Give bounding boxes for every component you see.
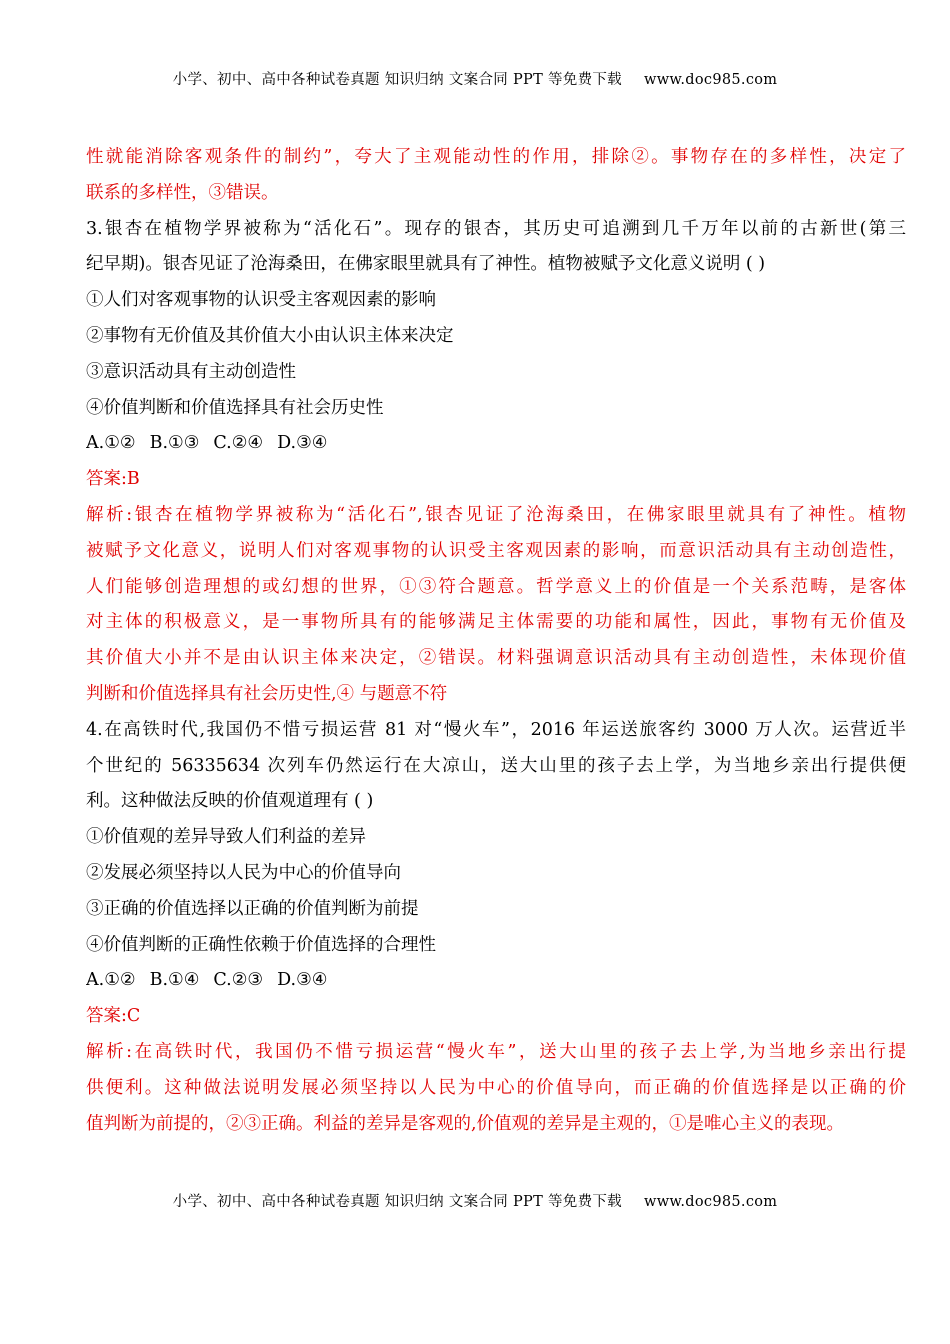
q4-statement: ③正确的价值选择以正确的价值判断为前提 xyxy=(86,898,419,919)
q4-stem-line: 个世纪的 56335634 次列车仍然运行在大凉山，送大山里的孩子去上学，为当地乡亲出行提供便 xyxy=(86,755,906,776)
q3-option-c: C.②④ xyxy=(213,433,264,454)
q4-options xyxy=(86,963,906,999)
q4-statement: ②发展必须坚持以人民为中心的价值导向 xyxy=(86,862,401,883)
prev-analysis-line: 性就能消除客观条件的制约”，夸大了主观能动性的作用，排除②。事物存在的多样性，决定了 xyxy=(86,147,906,167)
q4-option-b: B.①④ xyxy=(149,970,200,991)
footer-text: 小学、初中、高中各种试卷真题 知识归纳 文案合同 PPT 等免费下载 xyxy=(172,1194,622,1210)
q3-analysis-line: 解析:银杏在植物学界被称为“活化石”,银杏见证了沧海桑田，在佛家眼里就具有了神性。植物 xyxy=(86,504,906,525)
q3-analysis-line: 对主体的积极意义，是一事物所具有的能够满足主体需要的功能和属性，因此，事物有无价值及 xyxy=(86,612,906,633)
q3-statement: ①人们对客观事物的认识受主客观因素的影响 xyxy=(86,290,436,311)
footer-site[interactable]: www.doc985.com xyxy=(643,1194,778,1210)
q4-option-d: D.③④ xyxy=(277,970,328,991)
q3-statement: ②事物有无价值及其价值大小由认识主体来决定 xyxy=(86,325,454,346)
q4-statement: ①价值观的差异导致人们利益的差异 xyxy=(86,827,366,848)
prev-analysis-line: 联系的多样性，③错误。 xyxy=(86,182,279,203)
q3-statement: ④价值判断和价值选择具有社会历史性 xyxy=(86,397,384,418)
page-footer xyxy=(0,1190,950,1211)
q3-analysis-line: 被赋予文化意义，说明人们对客观事物的认识受主客观因素的影响，而意识活动具有主动创造性， xyxy=(86,540,906,561)
q4-analysis-line: 解析:在高铁时代，我国仍不惜亏损运营“慢火车”，送大山里的孩子去上学,为当地乡亲出行提 xyxy=(86,1041,906,1062)
q3-answer: 答案:B xyxy=(86,469,140,490)
q4-stem-line: 4.在高铁时代,我国仍不惜亏损运营 81 对“慢火车”，2016 年运送旅客约 3000 万人次。运营近半 xyxy=(86,719,906,740)
q3-stem-line: 3.银杏在植物学界被称为“活化石”。现存的银杏，其历史可追溯到几千万年以前的古新世(第三 xyxy=(86,218,906,239)
q4-analysis-line: 值判断为前提的，②③正确。利益的差异是客观的,价值观的差异是主观的，①是唯心主义的表现。 xyxy=(86,1113,845,1134)
q4-stem-line: 利。这种做法反映的价值观道理有 ( ) xyxy=(86,791,374,812)
q4-statement: ④价值判断的正确性依赖于价值选择的合理性 xyxy=(86,934,436,955)
q3-statement: ③意识活动具有主动创造性 xyxy=(86,361,296,382)
q4-answer: 答案:C xyxy=(86,1006,141,1027)
q3-analysis-line: 人们能够创造理想的或幻想的世界，①③符合题意。哲学意义上的价值是一个关系范畴，是客体 xyxy=(86,576,906,597)
q3-option-a: A.①② xyxy=(86,433,136,454)
q3-option-d: D.③④ xyxy=(277,433,328,454)
q3-option-b: B.①③ xyxy=(149,433,200,454)
q4-option-c: C.②③ xyxy=(213,970,264,991)
q4-option-a: A.①② xyxy=(86,970,136,991)
q3-analysis-line: 判断和价值选择具有社会历史性,④ 与题意不符 xyxy=(86,683,448,704)
q3-options xyxy=(86,426,906,462)
header-text: 小学、初中、高中各种试卷真题 知识归纳 文案合同 PPT 等免费下载 xyxy=(172,72,622,88)
q3-stem-line: 纪早期)。银杏见证了沧海桑田，在佛家眼里就具有了神性。植物被赋予文化意义说明 ( ) xyxy=(86,254,766,275)
page-header xyxy=(0,68,950,89)
q3-analysis-line: 其价值大小并不是由认识主体来决定，②错误。材料强调意识活动具有主动创造性，未体现价值 xyxy=(86,648,906,669)
q4-analysis-line: 供便利。这种做法说明发展必须坚持以人民为中心的价值导向，而正确的价值选择是以正确的价 xyxy=(86,1077,906,1098)
document-body xyxy=(86,140,906,1142)
header-site[interactable]: www.doc985.com xyxy=(643,72,778,88)
